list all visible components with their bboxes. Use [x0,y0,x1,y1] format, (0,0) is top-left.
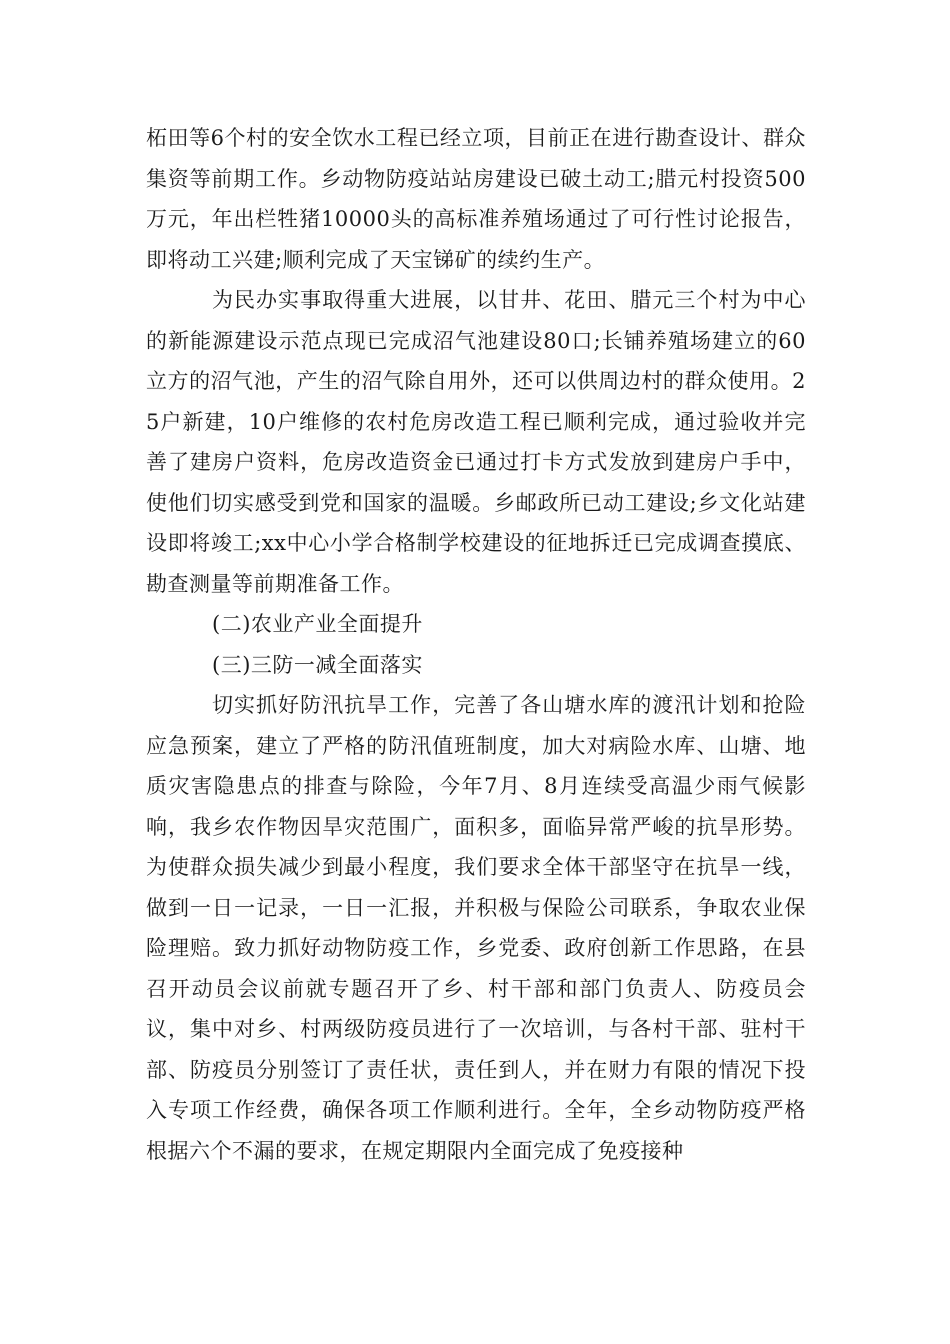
paragraph-public-projects: 为民办实事取得重大进展，以甘井、花田、腊元三个村为中心的新能源建设示范点现已完成沼气池建设80口;长铺养殖场建立的60立方的沼气池，产生的沼气除自用外，还可以供周边村的群众使用。25户新建，10户维修的农村危房改造工程已顺利完成，通过验收并完善了建房户资料，危房改造资金已通过打卡方式发放到建房户手中，使他们切实感受到党和国家的温暖。乡邮政所已动工建设;乡文化站建设即将竣工;xx中心小学合格制学校建设的征地拆迁已完成调查摸底、勘查测量等前期准备工作。 [146,288,806,596]
section-heading-agriculture: (二)农业产业全面提升 [212,612,423,636]
section-heading-three-prevention: (三)三防一减全面落实 [212,652,423,677]
document-body [146,118,806,1171]
paragraph-flood-drought-prevention: 切实抓好防汛抗旱工作，完善了各山塘水库的渡汛计划和抢险应急预案，建立了严格的防汛值班制度，加大对病险水库、山塘、地质灾害隐患点的排查与除险，今年7月、8月连续受高温少雨气候影响，我乡农作物因旱灾范围广，面积多，面临异常严峻的抗旱形势。为使群众损失减少到最小程度，我们要求全体干部坚守在抗旱一线，做到一日一记录，一日一汇报，并积极与保险公司联系，争取农业保险理赔。致力抓好动物防疫工作，乡党委、政府创新工作思路，在县召开动员会议前就专题召开了乡、村干部和部门负责人、防疫员会议，集中对乡、村两级防疫员进行了一次培训，与各村干部、驻村干部、防疫员分别签订了责任状，责任到人，并在财力有限的情况下投入专项工作经费，确保各项工作顺利进行。全年，全乡动物防疫严格根据六个不漏的要求，在规定期限内全面完成了免疫接种 [146,693,806,1163]
paragraph-safe-water-projects: 柘田等6个村的安全饮水工程已经立项，目前正在进行勘查设计、群众集资等前期工作。乡动物防疫站站房建设已破土动工;腊元村投资500万元，年出栏牲猪10000头的高标准养殖场通过了可行性讨论报告，即将动工兴建;顺利完成了天宝锑矿的续约生产。 [146,126,806,272]
